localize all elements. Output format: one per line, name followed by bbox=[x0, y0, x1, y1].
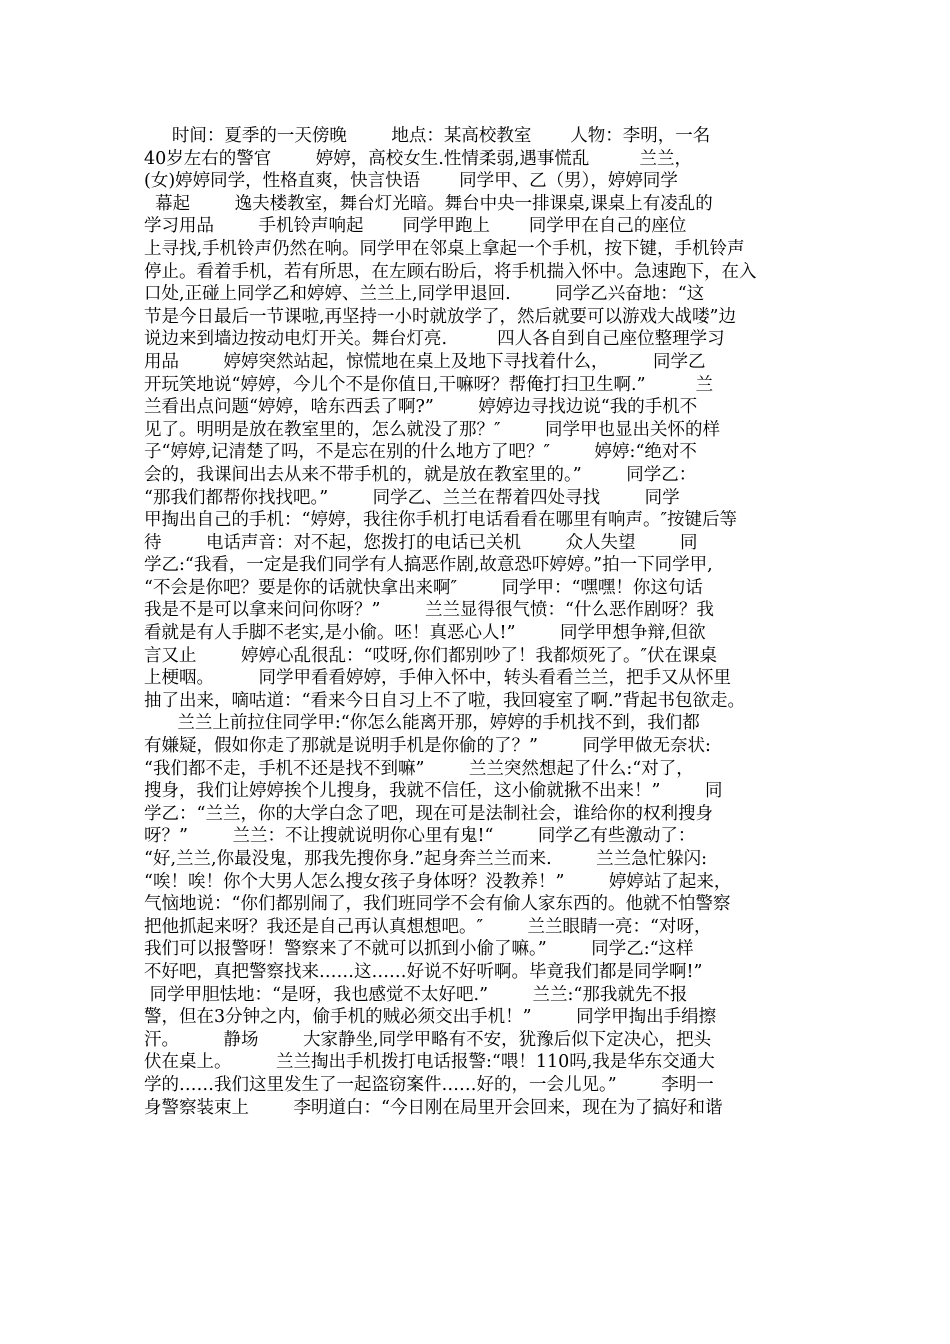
text-line: 节是今日最后一节课啦,再坚持一小时就放学了，然后就要可以游戏大战喽”边 bbox=[144, 306, 737, 327]
text-line: “唉！唉！你个大男人怎么搜女孩子身体呀？没教养！” 婷婷站了起来， bbox=[144, 871, 732, 892]
text-line: 兰兰上前拉住同学甲:“你怎么能离开那，婷婷的手机找不到，我们都 bbox=[144, 713, 700, 734]
text-line: 我们可以报警呀！警察来了不就可以抓到小偷了嘛。” 同学乙:“这样 bbox=[144, 939, 694, 960]
text-line: 不好吧，真把警察找来……这……好说不好听啊。毕竟我们都是同学啊!” bbox=[144, 961, 703, 982]
text-line: 停止。看着手机，若有所思，在左顾右盼后，将手机揣入怀中。急速跑下，在入 bbox=[144, 261, 757, 282]
text-line: 学习用品 手机铃声响起 同学甲跑上 同学甲在自己的座位 bbox=[144, 216, 687, 237]
text-line: 兰看出点问题“婷婷，啥东西丢了啊?” 婷婷边寻找边说“我的手机不 bbox=[144, 397, 698, 418]
text-line: 上梗咽。 同学甲看看婷婷，手伸入怀中，转头看看兰兰，把手又从怀里 bbox=[144, 668, 731, 689]
text-line: 幕起 逸夫楼教室，舞台灯光暗。舞台中央一排课桌,课桌上有凌乱的 bbox=[144, 193, 713, 214]
text-line: 甲掏出自己的手机：“婷婷，我往你手机打电话看看在哪里有响声。″按键后等 bbox=[144, 510, 737, 531]
text-line: 抽了出来，嘀咕道：“看来今日自习上不了啦，我回寝室了啊.”背起书包欲走。 bbox=[144, 690, 745, 711]
text-line: 见了。明明是放在教室里的，怎么就没了那？″ 同学甲也显出关怀的样 bbox=[144, 419, 721, 440]
text-line: 同学甲胆怯地：“是呀，我也感觉不太好吧.” 兰兰:“那我就先不报 bbox=[144, 984, 688, 1005]
text-line: 会的，我课间出去从来不带手机的，就是放在教室里的。” 同学乙： bbox=[144, 464, 697, 485]
text-line: 言又止 婷婷心乱很乱：“哎呀,你们都别吵了！我都烦死了。″伏在课桌 bbox=[144, 645, 718, 666]
text-line: 40岁左右的警官 婷婷，高校女生.性情柔弱,遇事慌乱 兰兰， bbox=[144, 148, 692, 169]
text-line: 上寻找,手机铃声仍然在响。同学甲在邻桌上拿起一个手机，按下键，手机铃声 bbox=[144, 238, 745, 259]
body-text bbox=[144, 125, 810, 1119]
text-line: “不会是你吧？要是你的话就快拿出来啊″ 同学甲：“嘿嘿！你这句话 bbox=[144, 577, 703, 598]
text-line: 把他抓起来呀？我还是自己再认真想想吧。″ 兰兰眼睛一亮：“对呀， bbox=[144, 916, 712, 937]
text-line: 我是不是可以拿来问问你呀？” 兰兰显得很气愤：“什么恶作剧呀？我 bbox=[144, 600, 714, 621]
text-line: 身警察装束上 李明道白：“今日刚在局里开会回来，现在为了搞好和谐 bbox=[144, 1097, 723, 1118]
text-line: 有嫌疑，假如你走了那就是说明手机是你偷的了？” 同学甲做无奈状: bbox=[144, 736, 711, 757]
text-line: 学乙:“我看，一定是我们同学有人搞恶作剧,故意恐吓婷婷。”拍一下同学甲, bbox=[144, 555, 713, 576]
text-line: “我们都不走，手机不还是找不到嘛” 兰兰突然想起了什么:“对了， bbox=[144, 758, 694, 779]
text-line: “那我们都帮你找找吧。” 同学乙、兰兰在帮着四处寻找 同学 bbox=[144, 487, 680, 508]
text-line: (女)婷婷同学，性格直爽，快言快语 同学甲、乙（男），婷婷同学 bbox=[144, 171, 678, 192]
text-line: 学乙：“兰兰，你的大学白念了吧，现在可是法制社会，谁给你的权利搜身 bbox=[144, 803, 713, 824]
text-line: 说边来到墙边按动电灯开关。舞台灯亮. 四人各自到自己座位整理学习 bbox=[144, 329, 725, 350]
text-line: 气恼地说：“你们都别闹了，我们班同学不会有偷人家东西的。他就不怕警察 bbox=[144, 894, 731, 915]
text-line: 待 电话声音：对不起，您拨打的电话已关机 众人失望 同 bbox=[144, 532, 698, 553]
text-line: 看就是有人手脚不老实,是小偷。呸！真恶心人!” 同学甲想争辩,但欲 bbox=[144, 623, 706, 644]
text-line: 伏在桌上。 兰兰掏出手机拨打电话报警:“喂！110吗,我是华东交通大 bbox=[144, 1052, 715, 1073]
text-line: 开玩笑地说“婷婷，今儿个不是你值日,干嘛呀？帮俺打扫卫生啊.” 兰 bbox=[144, 374, 714, 395]
text-line: 子“婷婷,记清楚了吗，不是忘在别的什么地方了吧？″ 婷婷:“绝对不 bbox=[144, 442, 697, 463]
text-line: 用品 婷婷突然站起，惊慌地在桌上及地下寻找着什么， 同学乙 bbox=[144, 351, 706, 372]
text-line: 呀？” 兰兰：不让搜就说明你心里有鬼!“ 同学乙有些激动了： bbox=[144, 826, 696, 847]
text-line: 汗。 静场 大家静坐,同学甲略有不安，犹豫后似下定决心，把头 bbox=[144, 1029, 712, 1050]
text-line: 口处,正碰上同学乙和婷婷、兰兰上,同学甲退回. 同学乙兴奋地：“这 bbox=[144, 284, 705, 305]
text-line: 搜身，我们让婷婷挨个儿搜身，我就不信任，这小偷就揪不出来！” 同 bbox=[144, 781, 723, 802]
text-line: 学的……我们这里发生了一起盗窃案件……好的，一会儿见。” 李明一 bbox=[144, 1074, 714, 1095]
text-line: “好,兰兰,你最没鬼，那我先搜你身.”起身奔兰兰而来. 兰兰急忙躲闪: bbox=[144, 849, 708, 869]
text-line: 时间：夏季的一天傍晚 地点：某高校教室 人物：李明，一名 bbox=[144, 126, 711, 146]
text-line: 警，但在3分钟之内，偷手机的贼必须交出手机！” 同学甲掏出手绢擦 bbox=[144, 1007, 717, 1028]
